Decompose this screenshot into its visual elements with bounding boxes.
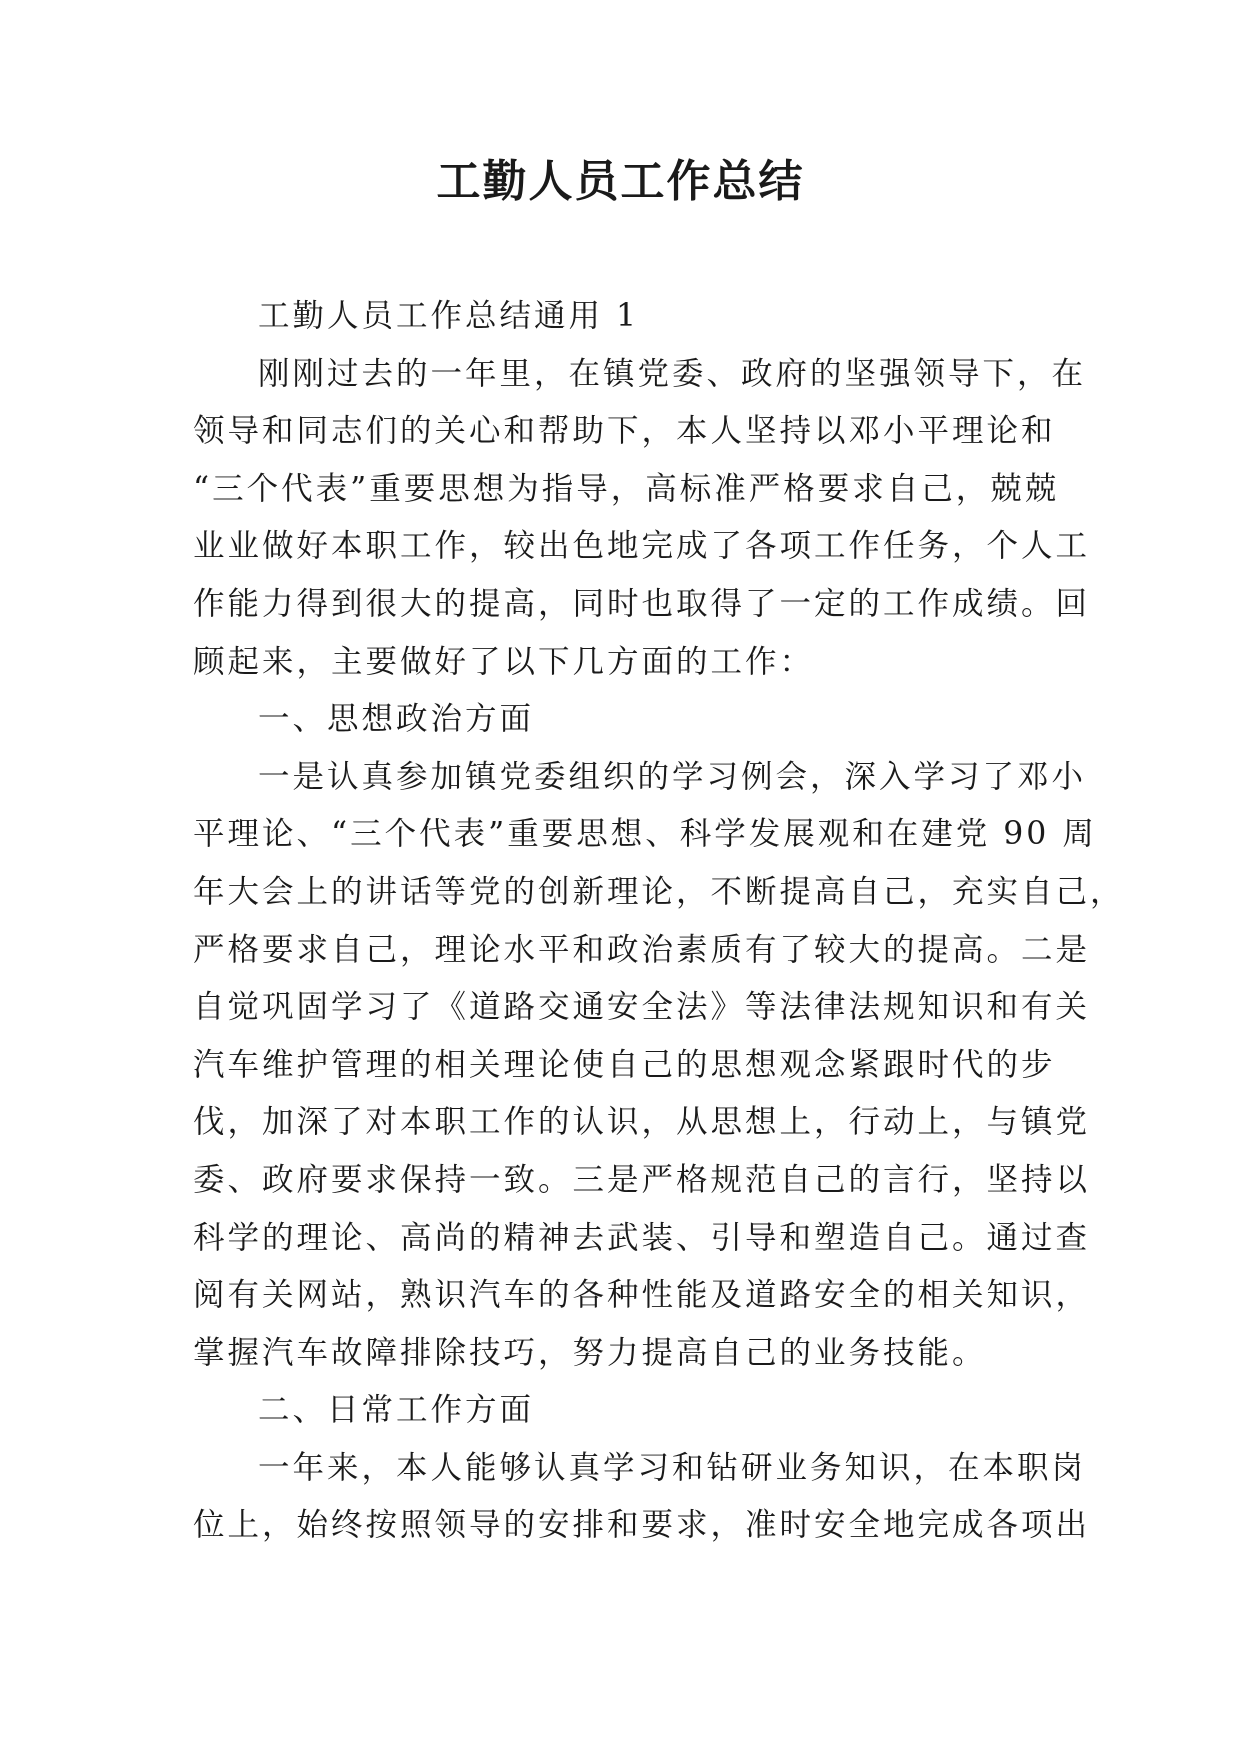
paragraph-line: 平理论、“三个代表”重要思想、科学发展观和在建党 90 周 [193, 816, 1097, 853]
paragraph-line: 领导和同志们的关心和帮助下，本人坚持以邓小平理论和 [193, 413, 1056, 450]
paragraph-line: 掌握汽车故障排除技巧，努力提高自己的业务技能。 [193, 1334, 987, 1371]
paragraph-line: 严格要求自己，理论水平和政治素质有了较大的提高。二是 [193, 931, 1091, 968]
paragraph-line: 一年来，本人能够认真学习和钻研业务知识，在本职岗 [258, 1449, 1087, 1486]
paragraph-line: 伐，加深了对本职工作的认识，从思想上，行动上，与镇党 [193, 1104, 1091, 1141]
paragraph-line: 阅有关网站，熟识汽车的各种性能及道路安全的相关知识， [193, 1277, 1091, 1314]
paragraph-line: 一是认真参加镇党委组织的学习例会，深入学习了邓小 [258, 758, 1087, 795]
paragraph-line: 顾起来，主要做好了以下几方面的工作： [193, 643, 815, 680]
section-heading: 一、思想政治方面 [258, 701, 535, 738]
document-body [193, 288, 1125, 1555]
paragraph-line: 委、政府要求保持一致。三是严格规范自己的言行，坚持以 [193, 1161, 1091, 1198]
paragraph-line: 年大会上的讲话等党的创新理论，不断提高自己，充实自己， [193, 873, 1125, 910]
paragraph-line: 刚刚过去的一年里，在镇党委、政府的坚强领导下，在 [258, 355, 1087, 392]
paragraph-line: “三个代表”重要思想为指导，高标准严格要求自己，兢兢 [193, 470, 1060, 507]
section-heading: 二、日常工作方面 [258, 1392, 535, 1429]
paragraph-line: 汽车维护管理的相关理论使自己的思想观念紧跟时代的步 [193, 1046, 1056, 1083]
paragraph-line: 位上，始终按照领导的安排和要求，准时安全地完成各项出 [193, 1507, 1091, 1544]
paragraph-line: 科学的理论、高尚的精神去武装、引导和塑造自己。通过查 [193, 1219, 1091, 1256]
section-heading: 工勤人员工作总结通用 1 [258, 298, 640, 334]
paragraph-line: 业业做好本职工作，较出色地完成了各项工作任务，个人工 [193, 528, 1091, 565]
document-title: 工勤人员工作总结 [436, 156, 805, 207]
paragraph-line: 作能力得到很大的提高，同时也取得了一定的工作成绩。回 [193, 585, 1091, 622]
paragraph-line: 自觉巩固学习了《道路交通安全法》等法律法规知识和有关 [193, 989, 1091, 1026]
